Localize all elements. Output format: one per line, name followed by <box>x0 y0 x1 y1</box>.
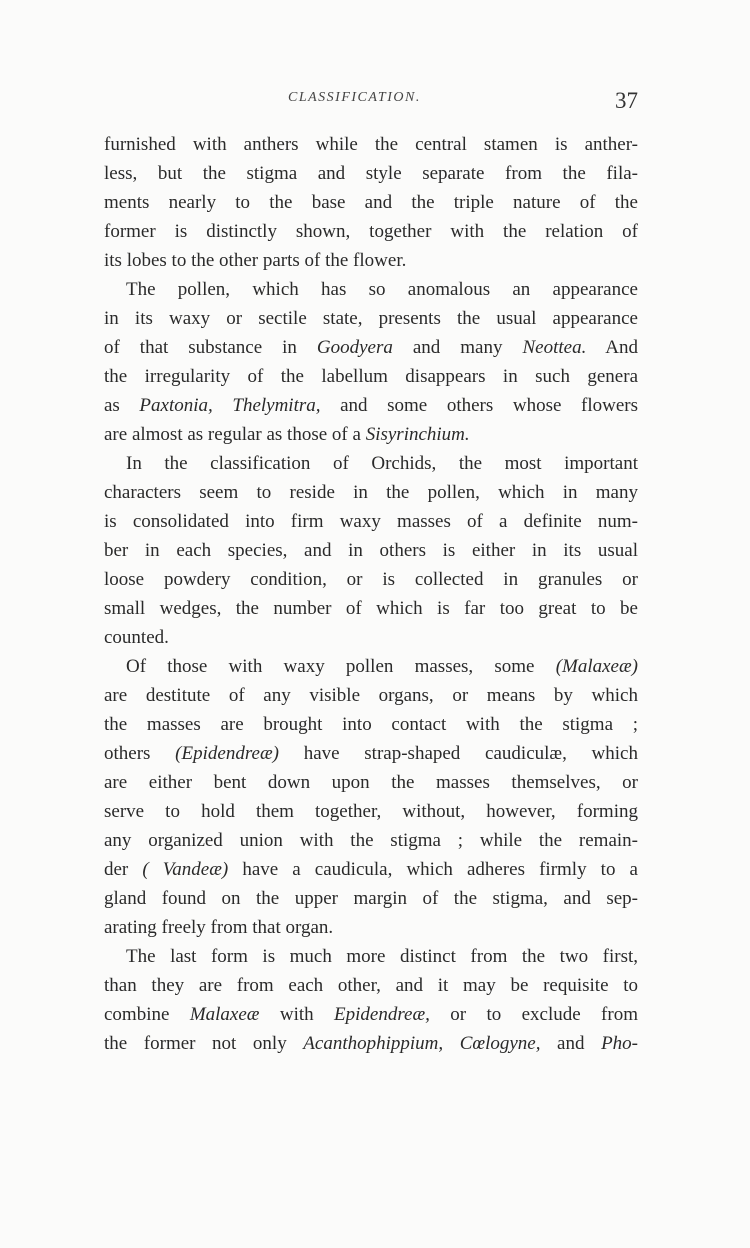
text-segment: former is distinctly shown, together with the relation of <box>104 221 638 242</box>
italic-term: Sisyrinchium. <box>365 424 470 445</box>
text-segment: with <box>259 1004 334 1025</box>
text-segment: counted. <box>104 627 169 648</box>
text-line <box>104 159 638 188</box>
text-segment: of that substance in <box>104 337 317 358</box>
running-title: CLASSIFICATION. <box>288 90 421 105</box>
text-line <box>104 942 638 971</box>
text-segment: than they are from each other, and it may be requisite to <box>104 975 638 996</box>
italic-term: Acanthophippium, <box>303 1033 444 1054</box>
text-segment: Of those with waxy pollen masses, some <box>126 656 556 677</box>
text-line <box>104 826 638 855</box>
italic-term: Pho- <box>601 1033 638 1054</box>
text-segment: in its waxy or sectile state, presents the usual appearance <box>104 308 638 329</box>
text-line <box>104 913 638 942</box>
text-line <box>104 362 638 391</box>
text-segment: and some others whose flowers <box>320 395 638 416</box>
body-text <box>104 130 638 1058</box>
italic-term: Neottea. <box>522 337 587 358</box>
text-line <box>104 449 638 478</box>
italic-term: Malaxeæ <box>189 1004 260 1025</box>
text-line <box>104 217 638 246</box>
text-segment: der <box>104 859 143 880</box>
text-line <box>104 130 638 159</box>
text-line <box>104 797 638 826</box>
text-line <box>104 565 638 594</box>
text-segment: its lobes to the other parts of the flower. <box>104 250 407 271</box>
text-line <box>104 391 638 420</box>
italic-term: Cœlogyne, <box>459 1033 541 1054</box>
text-segment: as <box>104 395 140 416</box>
text-segment <box>443 1033 460 1054</box>
text-line <box>104 478 638 507</box>
text-segment: less, but the stigma and style separate from the fila- <box>104 163 638 184</box>
text-line <box>104 884 638 913</box>
text-line <box>104 681 638 710</box>
text-line <box>104 855 638 884</box>
text-line <box>104 623 638 652</box>
text-segment: The last form is much more distinct from the two first, <box>126 946 638 967</box>
text-segment: are either bent down upon the masses themselves, or <box>104 772 638 793</box>
text-segment: arating freely from that organ. <box>104 917 334 938</box>
text-segment: the former not only <box>104 1033 304 1054</box>
italic-term: (Malaxeæ) <box>555 656 638 677</box>
text-segment: loose powdery condition, or is collected in granules or <box>104 569 638 590</box>
text-segment: characters seem to reside in the pollen, which in many <box>104 482 638 503</box>
text-line <box>104 507 638 536</box>
text-segment: combine <box>104 1004 190 1025</box>
text-line <box>104 1029 638 1058</box>
italic-term: Paxtonia, <box>139 395 213 416</box>
text-segment: or to exclude from <box>429 1004 638 1025</box>
text-segment: small wedges, the number of which is far too great to be <box>104 598 638 619</box>
text-segment: any organized union with the stigma ; while the remain- <box>104 830 638 851</box>
italic-term: Epidendreæ, <box>334 1004 430 1025</box>
text-line <box>104 594 638 623</box>
text-segment: and <box>540 1033 602 1054</box>
text-segment <box>213 395 233 416</box>
text-segment: gland found on the upper margin of the stigma, and sep- <box>104 888 638 909</box>
text-line <box>104 246 638 275</box>
text-line <box>104 333 638 362</box>
text-line <box>104 304 638 333</box>
text-segment: the irregularity of the labellum disappears in such genera <box>104 366 638 387</box>
text-segment: have strap-shaped caudiculæ, which <box>278 743 638 764</box>
text-segment: And <box>586 337 638 358</box>
text-line <box>104 739 638 768</box>
text-line <box>104 1000 638 1029</box>
text-segment: ber in each species, and in others is either in its usual <box>104 540 638 561</box>
text-line <box>104 768 638 797</box>
text-segment: are destitute of any visible organs, or means by which <box>104 685 638 706</box>
text-line <box>104 420 638 449</box>
text-segment: ments nearly to the base and the triple nature of the <box>104 192 638 213</box>
text-segment: others <box>104 743 176 764</box>
text-line <box>104 188 638 217</box>
text-segment: are almost as regular as those of a <box>104 424 366 445</box>
text-line <box>104 710 638 739</box>
text-segment: and many <box>392 337 523 358</box>
text-segment: furnished with anthers while the central stamen is anther- <box>104 134 638 155</box>
italic-term: Goodyera <box>316 337 393 358</box>
text-line <box>104 536 638 565</box>
text-segment: The pollen, which has so anomalous an appearance <box>126 279 638 300</box>
running-head <box>104 88 638 118</box>
italic-term: ( Vandeæ) <box>142 859 229 880</box>
text-line <box>104 275 638 304</box>
text-line <box>104 652 638 681</box>
text-segment: In the classification of Orchids, the most important <box>126 453 638 474</box>
text-segment: serve to hold them together, without, however, forming <box>104 801 638 822</box>
italic-term: Thelymitra, <box>232 395 321 416</box>
page-number: 37 <box>615 88 638 113</box>
text-segment: have a caudicula, which adheres firmly to a <box>228 859 638 880</box>
text-segment: is consolidated into firm waxy masses of a definite num- <box>104 511 638 532</box>
text-line <box>104 971 638 1000</box>
italic-term: (Epidendreæ) <box>175 743 279 764</box>
text-segment: the masses are brought into contact with the stigma ; <box>104 714 638 735</box>
